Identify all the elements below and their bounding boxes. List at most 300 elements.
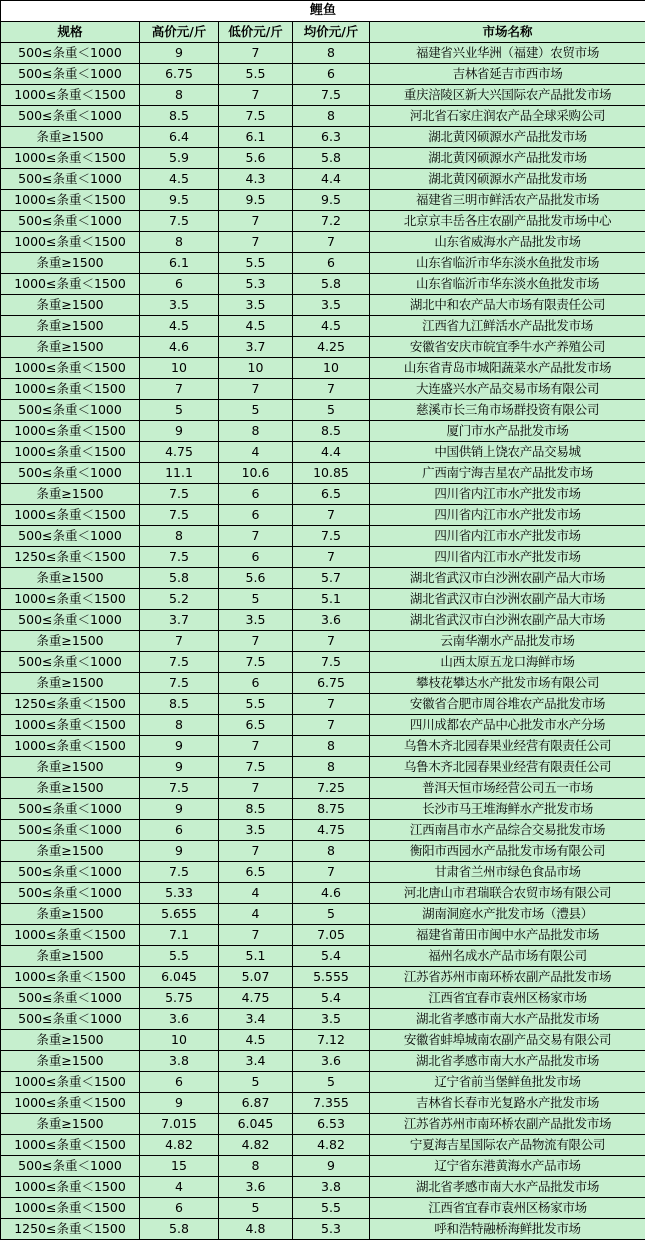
cell-avg-price: 7.5 (293, 652, 370, 673)
cell-high-price: 5.8 (140, 568, 219, 589)
table-row (1, 127, 645, 148)
cell-market: 湖北省武汉市白沙洲农副产品大市场 (370, 568, 645, 589)
cell-spec: 1250≤条重＜1500 (1, 694, 140, 715)
header-high-price: 高价元/斤 (140, 22, 219, 43)
cell-avg-price: 7 (293, 232, 370, 253)
cell-high-price: 4.6 (140, 337, 219, 358)
header-low-price: 低价元/斤 (219, 22, 293, 43)
cell-avg-price: 8 (293, 106, 370, 127)
cell-market: 普洱天恒市场经营公司五一市场 (370, 778, 645, 799)
cell-market: 湖北省孝感市南大水产品批发市场 (370, 1009, 645, 1030)
cell-market: 云南华潮水产品批发市场 (370, 631, 645, 652)
table-row (1, 694, 645, 715)
cell-low-price: 3.4 (219, 1009, 293, 1030)
header-spec: 规格 (1, 22, 140, 43)
cell-spec: 条重≥1500 (1, 757, 140, 778)
cell-high-price: 8 (140, 526, 219, 547)
cell-market: 湖北中和农产品大市场有限责任公司 (370, 295, 645, 316)
cell-market: 河北省石家庄润农产品全球采购公司 (370, 106, 645, 127)
cell-high-price: 7.5 (140, 673, 219, 694)
cell-market: 宁夏海吉星国际农产品物流有限公司 (370, 1135, 645, 1156)
cell-market: 福建省莆田市闽中水产品批发市场 (370, 925, 645, 946)
cell-spec: 1000≤条重＜1500 (1, 379, 140, 400)
cell-high-price: 6.045 (140, 967, 219, 988)
cell-market: 河北唐山市君瑞联合农贸市场有限公司 (370, 883, 645, 904)
cell-high-price: 7.5 (140, 778, 219, 799)
cell-spec: 500≤条重＜1000 (1, 400, 140, 421)
cell-market: 衡阳市西园水产品批发市场有限公司 (370, 841, 645, 862)
cell-avg-price: 5.3 (293, 1219, 370, 1240)
table-row (1, 337, 645, 358)
cell-market: 吉林省长春市光复路水产批发市场 (370, 1093, 645, 1114)
table-row (1, 1135, 645, 1156)
cell-spec: 条重≥1500 (1, 316, 140, 337)
cell-avg-price: 10.85 (293, 463, 370, 484)
cell-low-price: 8 (219, 1156, 293, 1177)
cell-avg-price: 8 (293, 841, 370, 862)
cell-high-price: 7.5 (140, 484, 219, 505)
cell-spec: 1000≤条重＜1500 (1, 358, 140, 379)
cell-high-price: 4 (140, 1177, 219, 1198)
cell-low-price: 6 (219, 673, 293, 694)
cell-market: 江西南昌市水产品综合交易批发市场 (370, 820, 645, 841)
cell-avg-price: 6.53 (293, 1114, 370, 1135)
cell-spec: 1000≤条重＜1500 (1, 1093, 140, 1114)
cell-market: 湖北省武汉市白沙洲农副产品大市场 (370, 589, 645, 610)
cell-low-price: 7 (219, 631, 293, 652)
cell-spec: 条重≥1500 (1, 1051, 140, 1072)
table-row (1, 484, 645, 505)
cell-low-price: 5 (219, 1072, 293, 1093)
cell-avg-price: 4.6 (293, 883, 370, 904)
cell-market: 吉林省延吉市西市场 (370, 64, 645, 85)
cell-low-price: 7 (219, 778, 293, 799)
cell-low-price: 4.5 (219, 1030, 293, 1051)
cell-market: 福州名成水产品市场有限公司 (370, 946, 645, 967)
cell-market: 重庆涪陵区新大兴国际农产品批发市场 (370, 85, 645, 106)
cell-low-price: 5.5 (219, 64, 293, 85)
cell-spec: 条重≥1500 (1, 631, 140, 652)
cell-avg-price: 4.5 (293, 316, 370, 337)
cell-avg-price: 6 (293, 253, 370, 274)
table-row (1, 925, 645, 946)
cell-market: 广西南宁海吉星农产品批发市场 (370, 463, 645, 484)
cell-market: 湖北省孝感市南大水产品批发市场 (370, 1177, 645, 1198)
cell-avg-price: 4.75 (293, 820, 370, 841)
cell-avg-price: 9 (293, 1156, 370, 1177)
table-row (1, 505, 645, 526)
cell-low-price: 4.8 (219, 1219, 293, 1240)
table-row (1, 568, 645, 589)
cell-avg-price: 3.5 (293, 295, 370, 316)
cell-avg-price: 5.555 (293, 967, 370, 988)
table-row (1, 820, 645, 841)
table-row (1, 1030, 645, 1051)
cell-spec: 500≤条重＜1000 (1, 820, 140, 841)
cell-high-price: 8 (140, 85, 219, 106)
cell-high-price: 10 (140, 1030, 219, 1051)
table-row (1, 442, 645, 463)
cell-low-price: 3.6 (219, 1177, 293, 1198)
cell-avg-price: 3.6 (293, 610, 370, 631)
cell-market: 江苏省苏州市南环桥农副产品批发市场 (370, 967, 645, 988)
cell-low-price: 8.5 (219, 799, 293, 820)
cell-high-price: 3.6 (140, 1009, 219, 1030)
table-row (1, 421, 645, 442)
cell-spec: 1000≤条重＜1500 (1, 925, 140, 946)
cell-low-price: 4 (219, 904, 293, 925)
cell-low-price: 5.1 (219, 946, 293, 967)
cell-high-price: 7.5 (140, 652, 219, 673)
cell-high-price: 15 (140, 1156, 219, 1177)
cell-high-price: 9.5 (140, 190, 219, 211)
cell-spec: 条重≥1500 (1, 568, 140, 589)
cell-spec: 1000≤条重＜1500 (1, 967, 140, 988)
cell-spec: 条重≥1500 (1, 673, 140, 694)
header-row (1, 22, 645, 43)
cell-avg-price: 4.25 (293, 337, 370, 358)
cell-low-price: 7 (219, 736, 293, 757)
cell-avg-price: 6.5 (293, 484, 370, 505)
cell-avg-price: 7 (293, 379, 370, 400)
cell-spec: 500≤条重＜1000 (1, 211, 140, 232)
cell-avg-price: 7.12 (293, 1030, 370, 1051)
cell-high-price: 4.5 (140, 316, 219, 337)
cell-avg-price: 5.8 (293, 148, 370, 169)
cell-market: 江苏省苏州市南环桥农副产品批发市场 (370, 1114, 645, 1135)
cell-spec: 条重≥1500 (1, 841, 140, 862)
cell-avg-price: 3.5 (293, 1009, 370, 1030)
cell-spec: 1000≤条重＜1500 (1, 148, 140, 169)
cell-market: 呼和浩特融桥海鲜批发市场 (370, 1219, 645, 1240)
cell-avg-price: 6.3 (293, 127, 370, 148)
cell-market: 湖北省孝感市南大水产品批发市场 (370, 1051, 645, 1072)
cell-low-price: 6.5 (219, 862, 293, 883)
table-row (1, 799, 645, 820)
cell-market: 慈溪市长三角市场群投资有限公司 (370, 400, 645, 421)
cell-spec: 条重≥1500 (1, 484, 140, 505)
cell-high-price: 4.5 (140, 169, 219, 190)
table-row (1, 1198, 645, 1219)
cell-market: 江西省九江鲜活水产品批发市场 (370, 316, 645, 337)
cell-avg-price: 8.75 (293, 799, 370, 820)
cell-market: 山东省青岛市城阳蔬菜水产品批发市场 (370, 358, 645, 379)
cell-spec: 1000≤条重＜1500 (1, 736, 140, 757)
table-row (1, 274, 645, 295)
cell-low-price: 8 (219, 421, 293, 442)
cell-avg-price: 7 (293, 547, 370, 568)
table-row (1, 463, 645, 484)
cell-spec: 500≤条重＜1000 (1, 106, 140, 127)
cell-market: 湖北省武汉市白沙洲农副产品大市场 (370, 610, 645, 631)
table-row (1, 652, 645, 673)
table-row (1, 841, 645, 862)
table-row (1, 1156, 645, 1177)
cell-avg-price: 8 (293, 736, 370, 757)
table-row (1, 106, 645, 127)
table-row (1, 1177, 645, 1198)
cell-market: 中国供销上饶农产品交易城 (370, 442, 645, 463)
table-row (1, 43, 645, 64)
cell-market: 辽宁省东港黄海水产品市场 (370, 1156, 645, 1177)
cell-low-price: 4.82 (219, 1135, 293, 1156)
cell-high-price: 7.5 (140, 862, 219, 883)
cell-market: 山东省威海水产品批发市场 (370, 232, 645, 253)
cell-spec: 条重≥1500 (1, 1030, 140, 1051)
cell-avg-price: 8.5 (293, 421, 370, 442)
cell-spec: 1250≤条重＜1500 (1, 547, 140, 568)
cell-high-price: 6.75 (140, 64, 219, 85)
cell-avg-price: 5.1 (293, 589, 370, 610)
cell-spec: 条重≥1500 (1, 778, 140, 799)
cell-high-price: 7.5 (140, 547, 219, 568)
cell-spec: 500≤条重＜1000 (1, 1009, 140, 1030)
cell-high-price: 6.1 (140, 253, 219, 274)
cell-spec: 500≤条重＜1000 (1, 862, 140, 883)
cell-avg-price: 4.4 (293, 442, 370, 463)
cell-market: 四川省内江市水产批发市场 (370, 505, 645, 526)
cell-high-price: 5.9 (140, 148, 219, 169)
cell-spec: 1000≤条重＜1500 (1, 589, 140, 610)
table-row (1, 589, 645, 610)
cell-market: 甘肃省兰州市绿色食品市场 (370, 862, 645, 883)
cell-high-price: 7 (140, 631, 219, 652)
cell-high-price: 3.5 (140, 295, 219, 316)
cell-avg-price: 7 (293, 505, 370, 526)
cell-high-price: 5.655 (140, 904, 219, 925)
cell-market: 江西省宜春市袁州区杨家市场 (370, 1198, 645, 1219)
cell-avg-price: 6.75 (293, 673, 370, 694)
cell-spec: 1000≤条重＜1500 (1, 1198, 140, 1219)
table-row (1, 610, 645, 631)
cell-market: 四川省内江市水产批发市场 (370, 547, 645, 568)
cell-low-price: 6.5 (219, 715, 293, 736)
cell-avg-price: 7.2 (293, 211, 370, 232)
cell-market: 湖北黄冈硕源水产品批发市场 (370, 127, 645, 148)
cell-market: 福建省兴业华洲（福建）农贸市场 (370, 43, 645, 64)
cell-avg-price: 8 (293, 757, 370, 778)
cell-high-price: 8.5 (140, 694, 219, 715)
cell-avg-price: 5.4 (293, 988, 370, 1009)
cell-low-price: 5.5 (219, 694, 293, 715)
cell-spec: 条重≥1500 (1, 337, 140, 358)
cell-low-price: 7 (219, 379, 293, 400)
table-body (1, 43, 645, 1240)
table-row (1, 631, 645, 652)
cell-spec: 1000≤条重＜1500 (1, 442, 140, 463)
cell-high-price: 3.8 (140, 1051, 219, 1072)
cell-market: 长沙市马王堆海鲜水产批发市场 (370, 799, 645, 820)
cell-market: 山东省临沂市华东淡水鱼批发市场 (370, 253, 645, 274)
cell-avg-price: 8 (293, 43, 370, 64)
cell-low-price: 3.5 (219, 610, 293, 631)
cell-spec: 500≤条重＜1000 (1, 610, 140, 631)
cell-low-price: 6.1 (219, 127, 293, 148)
cell-high-price: 8 (140, 715, 219, 736)
cell-spec: 500≤条重＜1000 (1, 883, 140, 904)
cell-market: 安徽省安庆市皖宜季牛水产养殖公司 (370, 337, 645, 358)
title-row (1, 1, 645, 22)
cell-market: 湖北黄冈硕源水产品批发市场 (370, 169, 645, 190)
cell-high-price: 6.4 (140, 127, 219, 148)
table-row (1, 1009, 645, 1030)
header-avg-price: 均价元/斤 (293, 22, 370, 43)
cell-low-price: 4.3 (219, 169, 293, 190)
cell-avg-price: 7.25 (293, 778, 370, 799)
cell-spec: 条重≥1500 (1, 295, 140, 316)
table-row (1, 232, 645, 253)
cell-high-price: 7 (140, 379, 219, 400)
table-row (1, 883, 645, 904)
cell-avg-price: 5 (293, 400, 370, 421)
cell-low-price: 7 (219, 526, 293, 547)
cell-avg-price: 4.4 (293, 169, 370, 190)
cell-market: 乌鲁木齐北园春果业经营有限责任公司 (370, 757, 645, 778)
cell-low-price: 3.4 (219, 1051, 293, 1072)
cell-low-price: 5.6 (219, 148, 293, 169)
cell-spec: 1000≤条重＜1500 (1, 1072, 140, 1093)
table-row (1, 1093, 645, 1114)
cell-low-price: 4 (219, 442, 293, 463)
cell-low-price: 5.07 (219, 967, 293, 988)
cell-low-price: 5 (219, 589, 293, 610)
table-row (1, 190, 645, 211)
cell-spec: 条重≥1500 (1, 127, 140, 148)
cell-spec: 500≤条重＜1000 (1, 463, 140, 484)
cell-low-price: 5 (219, 400, 293, 421)
cell-avg-price: 7 (293, 694, 370, 715)
cell-avg-price: 5.5 (293, 1198, 370, 1219)
cell-high-price: 7.015 (140, 1114, 219, 1135)
cell-high-price: 9 (140, 757, 219, 778)
cell-avg-price: 4.82 (293, 1135, 370, 1156)
cell-market: 福建省三明市鲜活农产品批发市场 (370, 190, 645, 211)
table-row (1, 673, 645, 694)
cell-spec: 1000≤条重＜1500 (1, 190, 140, 211)
cell-low-price: 7 (219, 232, 293, 253)
table-row (1, 736, 645, 757)
cell-low-price: 7 (219, 85, 293, 106)
cell-low-price: 3.5 (219, 820, 293, 841)
cell-low-price: 4.5 (219, 316, 293, 337)
cell-spec: 500≤条重＜1000 (1, 526, 140, 547)
cell-market: 四川成都农产品中心批发市水产分场 (370, 715, 645, 736)
table-row (1, 211, 645, 232)
table-row (1, 1072, 645, 1093)
cell-high-price: 9 (140, 799, 219, 820)
cell-high-price: 3.7 (140, 610, 219, 631)
table-row (1, 1219, 645, 1240)
cell-low-price: 7 (219, 211, 293, 232)
cell-high-price: 6 (140, 1198, 219, 1219)
cell-high-price: 11.1 (140, 463, 219, 484)
cell-low-price: 5.5 (219, 253, 293, 274)
cell-high-price: 5.2 (140, 589, 219, 610)
cell-spec: 1000≤条重＜1500 (1, 274, 140, 295)
cell-low-price: 9.5 (219, 190, 293, 211)
cell-market: 山东省临沂市华东淡水鱼批发市场 (370, 274, 645, 295)
cell-low-price: 7 (219, 43, 293, 64)
cell-low-price: 7 (219, 925, 293, 946)
cell-low-price: 6 (219, 505, 293, 526)
cell-spec: 1000≤条重＜1500 (1, 85, 140, 106)
cell-avg-price: 10 (293, 358, 370, 379)
cell-low-price: 6 (219, 547, 293, 568)
cell-high-price: 5.8 (140, 1219, 219, 1240)
cell-high-price: 10 (140, 358, 219, 379)
cell-spec: 500≤条重＜1000 (1, 169, 140, 190)
table-row (1, 715, 645, 736)
cell-high-price: 9 (140, 841, 219, 862)
cell-low-price: 6 (219, 484, 293, 505)
cell-low-price: 7 (219, 841, 293, 862)
header-market: 市场名称 (370, 22, 645, 43)
table-row (1, 148, 645, 169)
cell-low-price: 5 (219, 1198, 293, 1219)
table-row (1, 904, 645, 925)
cell-spec: 500≤条重＜1000 (1, 799, 140, 820)
cell-avg-price: 7.355 (293, 1093, 370, 1114)
cell-low-price: 4 (219, 883, 293, 904)
table-row (1, 547, 645, 568)
table-row (1, 295, 645, 316)
cell-low-price: 7.5 (219, 652, 293, 673)
cell-high-price: 4.82 (140, 1135, 219, 1156)
cell-spec: 1000≤条重＜1500 (1, 715, 140, 736)
cell-avg-price: 7.5 (293, 526, 370, 547)
cell-low-price: 3.7 (219, 337, 293, 358)
cell-avg-price: 5 (293, 904, 370, 925)
cell-spec: 1000≤条重＜1500 (1, 1135, 140, 1156)
cell-market: 安徽省合肥市周谷堆农产品批发市场 (370, 694, 645, 715)
cell-avg-price: 6 (293, 64, 370, 85)
cell-high-price: 8 (140, 232, 219, 253)
cell-avg-price: 3.8 (293, 1177, 370, 1198)
cell-market: 北京京丰岳各庄农副产品批发市场中心 (370, 211, 645, 232)
cell-high-price: 9 (140, 43, 219, 64)
cell-avg-price: 3.6 (293, 1051, 370, 1072)
table-row (1, 85, 645, 106)
cell-high-price: 5.33 (140, 883, 219, 904)
cell-spec: 1000≤条重＜1500 (1, 1177, 140, 1198)
cell-market: 厦门市水产品批发市场 (370, 421, 645, 442)
table-row (1, 757, 645, 778)
cell-high-price: 7.5 (140, 505, 219, 526)
cell-spec: 1000≤条重＜1500 (1, 232, 140, 253)
cell-spec: 条重≥1500 (1, 904, 140, 925)
cell-market: 攀枝花攀达水产批发市场有限公司 (370, 673, 645, 694)
cell-high-price: 5 (140, 400, 219, 421)
cell-avg-price: 9.5 (293, 190, 370, 211)
table-row (1, 316, 645, 337)
table-row (1, 64, 645, 85)
cell-low-price: 5.3 (219, 274, 293, 295)
cell-spec: 500≤条重＜1000 (1, 1156, 140, 1177)
cell-high-price: 5.75 (140, 988, 219, 1009)
cell-high-price: 5.5 (140, 946, 219, 967)
table-row (1, 358, 645, 379)
table-row (1, 1114, 645, 1135)
cell-low-price: 7.5 (219, 757, 293, 778)
cell-spec: 条重≥1500 (1, 253, 140, 274)
table-row (1, 253, 645, 274)
table-row (1, 778, 645, 799)
table-row (1, 946, 645, 967)
cell-market: 四川省内江市水产批发市场 (370, 526, 645, 547)
cell-high-price: 6 (140, 820, 219, 841)
cell-market: 湖南洞庭水产批发市场（澧县） (370, 904, 645, 925)
table-row (1, 379, 645, 400)
